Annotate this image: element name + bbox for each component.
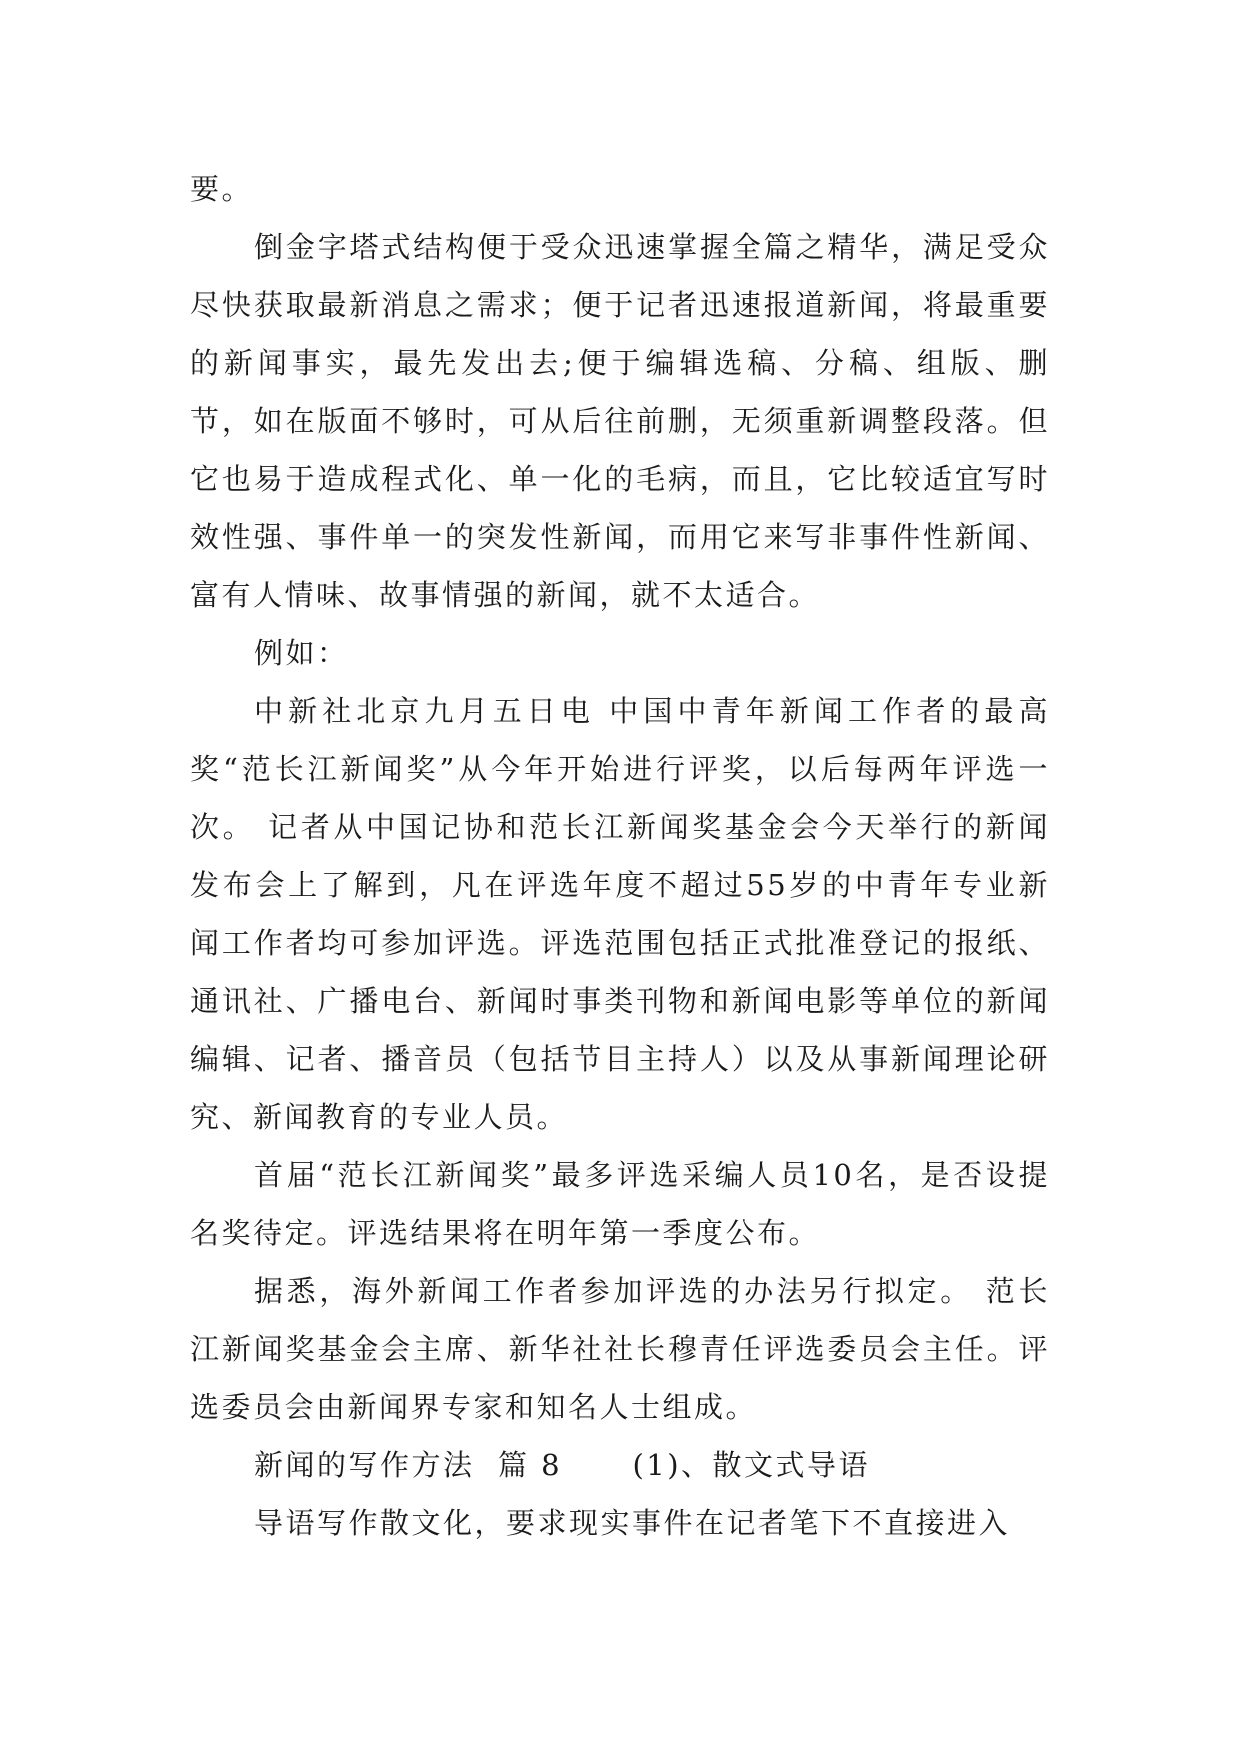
paragraph-continuation: 要。 <box>190 172 254 206</box>
section-heading-subtitle: (1)、散文式导语 <box>632 1448 871 1482</box>
paragraph-inverted-pyramid: 倒金字塔式结构便于受众迅速掌握全篇之精华，满足受众尽快获取最新消息之需求；便于记者迅速报道新闻，将最重要的新闻事实，最先发出去;便于编辑选稿、分稿、组版、删节，如在版面不够时，可从后往前删，无须重新调整段落。但它也易于造成程式化、单一化的毛病，而且，它比较适宜写时效性强、事件单一的突发性新闻，而用它来写非事件性新闻、富有人情味、故事情强的新闻，就不太适合。 <box>190 230 1050 612</box>
section-heading-title: 新闻的写作方法 <box>254 1448 475 1482</box>
section-heading <box>190 1436 1050 1494</box>
paragraph-example-intro: 例如： <box>254 636 349 670</box>
paragraph-prose-lead: 导语写作散文化，要求现实事件在记者笔下不直接进入 <box>254 1506 1011 1540</box>
paragraph-news-example: 中新社北京九月五日电 中国中青年新闻工作者的最高奖“范长江新闻奖”从今年开始进行评奖，以后每两年评选一次。 记者从中国记协和范长江新闻奖基金会今天举行的新闻发布会上了解到，凡在评选年度不超过55岁的中青年专业新闻工作者均可参加评选。评选范围包括正式批准登记的报纸、通讯社、广播电台、新闻时事类刊物和新闻电影等单位的新闻编辑、记者、播音员（包括节目主持人）以及从事新闻理论研究、新闻教育的专业人员。 <box>190 694 1050 1134</box>
section-heading-part: 篇 8 <box>497 1448 563 1482</box>
paragraph-overseas: 据悉，海外新闻工作者参加评选的办法另行拟定。 范长江新闻奖基金会主席、新华社社长穆青任评选委员会主任。评选委员会由新闻界专家和知名人士组成。 <box>190 1274 1050 1424</box>
paragraph-first-award: 首届“范长江新闻奖”最多评选采编人员10名，是否设提名奖待定。评选结果将在明年第一季度公布。 <box>190 1158 1050 1250</box>
document-body <box>190 160 1050 1552</box>
